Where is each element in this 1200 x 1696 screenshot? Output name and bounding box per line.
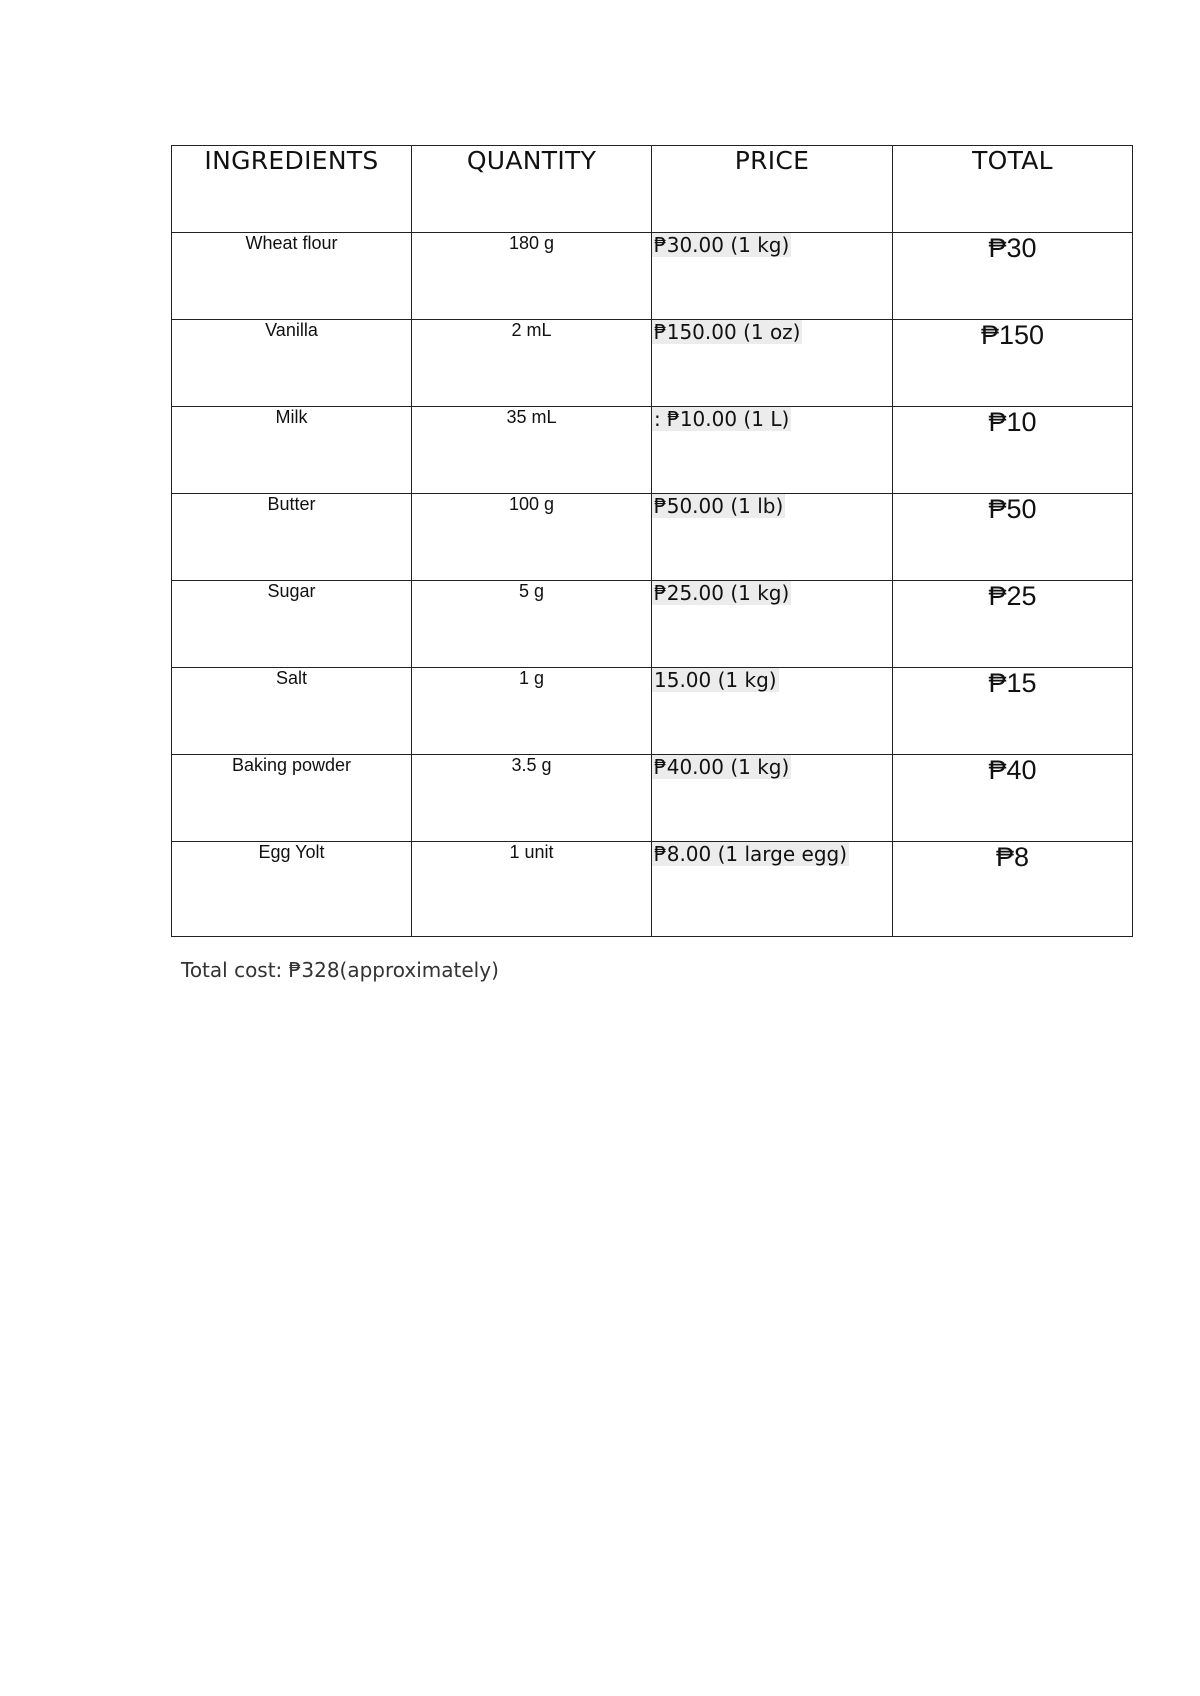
ingredient-cell: Milk	[172, 407, 412, 494]
total-cell: ₱40	[893, 755, 1133, 842]
table-row	[172, 407, 1133, 494]
table-row	[172, 233, 1133, 320]
header-quantity: QUANTITY	[412, 146, 652, 233]
total-cost-note: Total cost: ₱328(approximately)	[181, 958, 499, 982]
table-row	[172, 842, 1133, 937]
ingredient-cell: Salt	[172, 668, 412, 755]
price-text: ₱150.00 (1 oz)	[654, 320, 801, 344]
price-text: ₱30.00 (1 kg)	[654, 233, 790, 257]
header-total: TOTAL	[893, 146, 1133, 233]
ingredient-cell: Egg Yolt	[172, 842, 412, 937]
quantity-cell: 5 g	[412, 581, 652, 668]
price-cell	[652, 755, 893, 842]
price-cell	[652, 581, 893, 668]
ingredient-cell: Sugar	[172, 581, 412, 668]
total-cell: ₱15	[893, 668, 1133, 755]
total-cell: ₱8	[893, 842, 1133, 937]
price-cell	[652, 407, 893, 494]
ingredient-cost-table	[171, 145, 1133, 937]
table-row	[172, 581, 1133, 668]
total-cell: ₱10	[893, 407, 1133, 494]
table-row	[172, 320, 1133, 407]
header-ingredients: INGREDIENTS	[172, 146, 412, 233]
price-text: ₱25.00 (1 kg)	[654, 581, 790, 605]
ingredient-cell: Butter	[172, 494, 412, 581]
price-text: ₱8.00 (1 large egg)	[654, 842, 848, 866]
ingredient-cell: Baking powder	[172, 755, 412, 842]
price-cell	[652, 668, 893, 755]
price-cell	[652, 842, 893, 937]
header-price: PRICE	[652, 146, 893, 233]
header-row	[172, 146, 1133, 233]
ingredient-cell: Wheat flour	[172, 233, 412, 320]
total-cell: ₱25	[893, 581, 1133, 668]
ingredient-cell: Vanilla	[172, 320, 412, 407]
quantity-cell: 180 g	[412, 233, 652, 320]
table-row	[172, 755, 1133, 842]
price-text: ₱50.00 (1 lb)	[654, 494, 784, 518]
table-row	[172, 494, 1133, 581]
price-text: ₱40.00 (1 kg)	[654, 755, 790, 779]
price-cell	[652, 320, 893, 407]
total-cell: ₱30	[893, 233, 1133, 320]
price-text: 15.00 (1 kg)	[654, 668, 777, 692]
quantity-cell: 1 g	[412, 668, 652, 755]
quantity-cell: 100 g	[412, 494, 652, 581]
price-cell	[652, 233, 893, 320]
quantity-cell: 3.5 g	[412, 755, 652, 842]
price-cell	[652, 494, 893, 581]
quantity-cell: 1 unit	[412, 842, 652, 937]
quantity-cell: 35 mL	[412, 407, 652, 494]
quantity-cell: 2 mL	[412, 320, 652, 407]
total-cell: ₱50	[893, 494, 1133, 581]
table-row	[172, 668, 1133, 755]
price-text: : ₱10.00 (1 L)	[654, 407, 790, 431]
total-cell: ₱150	[893, 320, 1133, 407]
